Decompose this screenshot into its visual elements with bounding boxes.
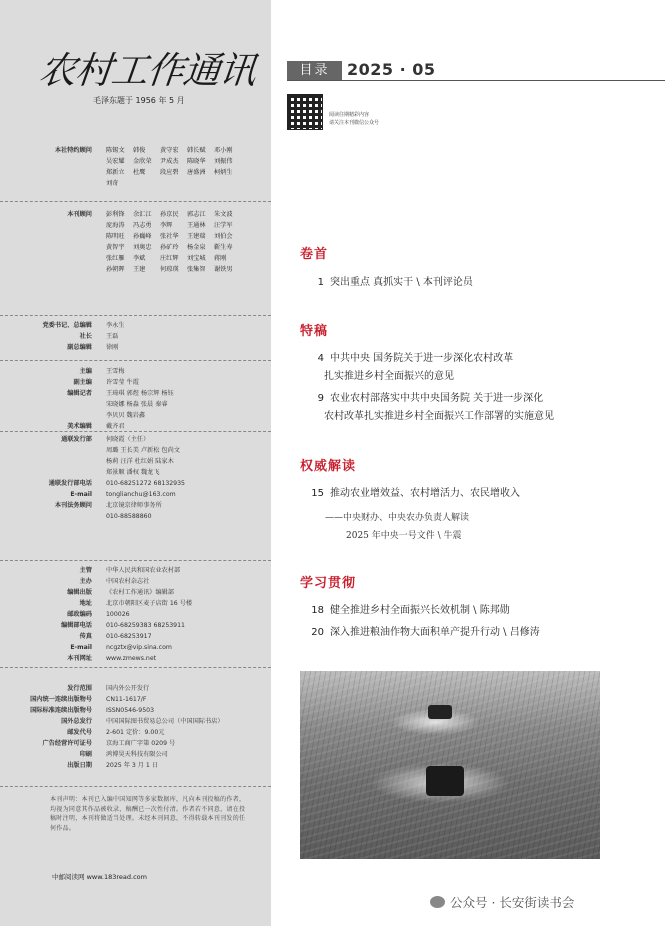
role-label: 本刊网址 <box>67 655 92 662</box>
name: 杨金泉 <box>187 244 206 251</box>
role-value: 2025 年 3 月 1 日 <box>106 762 159 769</box>
role-value: 中国农村杂志社 <box>106 578 150 585</box>
role-value: 中华人民共和国农业农村部 <box>106 567 181 574</box>
consultants <box>0 209 271 275</box>
entry-subtitle: 2025 年中央一号文件 \ 牛震 <box>346 531 462 541</box>
role-label <box>0 399 106 410</box>
name: 孙京民 <box>160 211 179 218</box>
role-value: 北京镜京律师事务所 <box>106 502 162 509</box>
name: 尹成杰 <box>160 158 179 165</box>
role-label: 国际标准连续出版物号 <box>30 707 92 714</box>
name: 郑新立 <box>106 169 125 176</box>
role-value: tonglianchu@163.com <box>106 491 176 498</box>
name: 谢铁男 <box>214 266 233 273</box>
name: 冯志勇 <box>133 222 152 229</box>
wechat-icon <box>430 896 445 908</box>
page-number: 9 <box>317 393 324 404</box>
entry-title: 健全推进乡村全面振兴长效机制 \ 陈邦勋 <box>330 605 510 616</box>
name: 陈明旺 <box>106 233 125 240</box>
role-value: 2-601 定价：9.00元 <box>106 729 165 736</box>
wechat-watermark <box>430 893 574 911</box>
role-value: 010-68259383 68253911 <box>106 622 185 629</box>
divider <box>0 201 271 202</box>
role-value: 010-68251272 68132935 <box>106 480 185 487</box>
name: 张集智 <box>187 266 206 273</box>
role-value: ncgztx@vip.sina.com <box>106 644 172 651</box>
role-label: 社长 <box>79 333 92 340</box>
role-value: 许雪莹 牛霞 <box>106 379 139 386</box>
entry-title: 中共中央 国务院关于进一步深化农村改革 <box>330 353 514 364</box>
role-value: CN11-1617/F <box>106 696 147 703</box>
role-label: 通联发行部 <box>61 436 92 443</box>
role-label: 出版日期 <box>67 762 92 769</box>
name: 柯炳生 <box>214 169 233 176</box>
name: 金欣荣 <box>133 158 152 165</box>
name: 唐盛洲 <box>187 169 206 176</box>
role-label: 党委书记、总编辑 <box>42 322 92 329</box>
page-number: 15 <box>311 488 324 499</box>
role-value: 周璐 王长美 卢新松 包尚文 <box>106 447 180 454</box>
role-label: 本刊顾问 <box>67 211 92 218</box>
name: 庞海涛 <box>106 222 125 229</box>
name: 何琼瑛 <box>160 266 179 273</box>
divider <box>0 360 271 361</box>
name: 刘振伟 <box>214 158 233 165</box>
qr-caption-line: 阅读往期精彩内容 <box>329 112 370 118</box>
role-label: 编辑部电话 <box>61 622 92 629</box>
role-label: 印刷 <box>79 751 92 758</box>
name: 靳生寿 <box>214 244 233 251</box>
name: 张红雁 <box>106 255 125 262</box>
name: 陈晓华 <box>187 158 206 165</box>
role-value: 北京市朝阳区麦子店街 16 号楼 <box>106 600 193 607</box>
masthead-column <box>0 0 271 926</box>
role-value: 010-68253917 <box>106 633 152 640</box>
section-title: 权威解读 <box>300 459 357 474</box>
role-label <box>0 467 106 478</box>
header-rule <box>287 80 665 81</box>
farm-spraying-photo <box>300 671 600 859</box>
name: 陈锡文 <box>106 147 125 154</box>
name: 刘奇 <box>106 180 119 187</box>
entry-subtitle: ——中央财办、中央农办负责人解读 <box>325 513 470 523</box>
section-title: 学习贯彻 <box>300 576 357 591</box>
issuance-info <box>0 683 271 771</box>
toc-label: 目录 <box>287 61 342 80</box>
toc-entry[interactable] <box>300 602 650 620</box>
role-value: 国内外公开发行 <box>106 685 150 692</box>
name-list <box>106 209 241 275</box>
role-value: 鸿博昊天科技有限公司 <box>106 751 168 758</box>
name: 李辉 <box>160 222 173 229</box>
role-value: 010-88588860 <box>106 513 152 520</box>
toc-entry[interactable] <box>300 350 650 386</box>
entry-title: 农业农村部落实中共中央国务院 关于进一步深化 <box>330 393 544 404</box>
masthead-logo: 农村工作通讯 <box>36 49 258 92</box>
role-value: 王琦琪 郭煜 杨宗辉 杨钰 <box>106 390 174 397</box>
tractor-icon <box>426 766 464 796</box>
tractor-icon <box>428 705 452 719</box>
role-label: 邮政编码 <box>67 611 92 618</box>
role-value: 宋晓娜 杨淼 张晨 秦睿 <box>106 401 168 408</box>
name: 邓小刚 <box>214 147 233 154</box>
entry-title: 突出重点 真抓实干 \ 本刊评论员 <box>330 277 473 288</box>
name: 段应碧 <box>160 169 179 176</box>
founded-note: 毛泽东题于 1956 年 5 月 <box>93 96 185 105</box>
qr-caption-line: 请关注本刊微信公众号 <box>329 119 380 126</box>
role-value: 戴齐君 <box>106 423 125 430</box>
role-value: 《农村工作通讯》编辑部 <box>106 589 175 596</box>
role-label: 国外总发行 <box>61 718 92 725</box>
name: 彭利锋 <box>106 211 125 218</box>
divider <box>0 315 271 316</box>
name: 孙朝晖 <box>106 266 125 273</box>
role-label: 本刊法务顾问 <box>54 502 92 509</box>
section-title: 卷首 <box>300 247 329 262</box>
role-label: E-mail <box>70 491 92 498</box>
distribution <box>0 434 271 522</box>
entry-title: 推动农业增效益、农村增活力、农民增收入 <box>330 488 520 499</box>
role-label: 广告经营许可证号 <box>42 740 92 747</box>
role-label: E-mail <box>70 644 92 651</box>
name: 吴宏耀 <box>106 158 125 165</box>
name-list <box>106 145 241 189</box>
page-number: 1 <box>317 277 324 288</box>
entry-title-cont: 农村改革扎实推进乡村全面振兴工作部署的实施意见 <box>324 411 554 422</box>
name: 刘奥忠 <box>133 244 152 251</box>
role-value: 王磊 <box>106 333 119 340</box>
name: 汪学军 <box>214 222 233 229</box>
role-label <box>0 511 106 522</box>
name: 杜鹰 <box>133 169 146 176</box>
role-label: 地址 <box>79 600 92 607</box>
disclaimer-text: 本刊声明：本刊已入编中国知网等多家数据库，凡向本刊投稿的作者，均视为同意其作品被收录，稿酬已一次性付清。作者若不同意，请在投稿时注明，本刊将做适当处理。未经本刊同意，不得转载本刊刊发的任何作品。 <box>50 796 246 832</box>
role-value: ISSN0546-9503 <box>106 707 155 714</box>
name: 李斌 <box>133 255 146 262</box>
role-value: 何晓霞（主任） <box>106 436 150 443</box>
name: 王通林 <box>187 222 206 229</box>
toc-entry[interactable] <box>300 624 650 642</box>
name: 郭志江 <box>187 211 206 218</box>
name: 黄守宏 <box>160 147 179 154</box>
role-label: 副主编 <box>73 379 92 386</box>
role-value: 中国国际图书贸易总公司（中国国际书店） <box>106 718 224 725</box>
role-label <box>0 445 106 456</box>
entry-title: 深入推进粮油作物大面积单产提升行动 \ 吕修涛 <box>330 627 540 638</box>
role-label: 国内统一连续出版物号 <box>30 696 92 703</box>
toc-entry[interactable] <box>300 390 650 426</box>
name: 刘宝城 <box>187 255 206 262</box>
entry-title-cont: 扎实推进乡村全面振兴的意见 <box>324 371 454 382</box>
name: 余汇江 <box>133 211 152 218</box>
leadership <box>0 320 271 353</box>
name: 张社华 <box>160 233 179 240</box>
role-value: 郑景顺 潘权 魏龙飞 <box>106 469 160 476</box>
qr-code-icon[interactable] <box>287 94 323 130</box>
name: 刘伯会 <box>214 233 233 240</box>
role-label: 副总编辑 <box>67 344 92 351</box>
name: 蒋刚 <box>214 255 227 262</box>
role-value: 徐刚 <box>106 344 119 351</box>
name: 王建瑞 <box>187 233 206 240</box>
role-value: www.zmews.net <box>106 655 157 662</box>
role-label: 主管 <box>79 567 92 574</box>
page-number: 4 <box>317 353 324 364</box>
toc-entry[interactable] <box>300 485 650 503</box>
postal-reading-site: 中邮阅读网 www.183read.com <box>52 873 147 881</box>
role-value: 杨莉 汪洋 杜红娟 陆家木 <box>106 458 174 465</box>
name: 孙矿玲 <box>160 244 179 251</box>
name: 朱文波 <box>214 211 233 218</box>
divider <box>0 431 271 432</box>
watermark-text: 公众号 · 长安街读书会 <box>450 895 575 910</box>
name: 韩俊 <box>133 147 146 154</box>
name: 王建 <box>133 266 146 273</box>
role-label: 通联发行部电话 <box>48 480 92 487</box>
name: 韩长赋 <box>187 147 206 154</box>
name: 孙巍峰 <box>133 233 152 240</box>
role-label: 主办 <box>79 578 92 585</box>
role-label: 本社特约顾问 <box>54 147 92 154</box>
role-label: 编辑记者 <box>67 390 92 397</box>
role-label: 编辑出版 <box>67 589 92 596</box>
role-value: 李贝贝 魏岩鑫 <box>106 412 146 419</box>
role-label <box>0 456 106 467</box>
special-advisors <box>0 145 271 189</box>
divider <box>0 667 271 668</box>
role-label: 美术编辑 <box>67 423 92 430</box>
role-value: 李永生 <box>106 322 125 329</box>
editorial-staff <box>0 366 271 432</box>
toc-entry[interactable] <box>300 274 650 292</box>
role-value: 京海工商广字第 0209 号 <box>106 740 176 747</box>
role-value: 100026 <box>106 611 130 618</box>
name: 庄红辉 <box>160 255 179 262</box>
section-title: 特稿 <box>300 324 329 339</box>
page-number: 20 <box>311 627 324 638</box>
role-label: 邮发代号 <box>67 729 92 736</box>
divider <box>0 786 271 787</box>
role-value: 王雪梅 <box>106 368 125 375</box>
issue-number: 2025 · 05 <box>347 60 436 79</box>
divider <box>0 560 271 561</box>
page-number: 18 <box>311 605 324 616</box>
role-label <box>0 410 106 421</box>
role-label: 主编 <box>79 368 92 375</box>
role-label: 发行范围 <box>67 685 92 692</box>
name: 黄智宇 <box>106 244 125 251</box>
role-label: 传真 <box>79 633 92 640</box>
qr-caption <box>329 112 379 127</box>
publication-info <box>0 565 271 664</box>
